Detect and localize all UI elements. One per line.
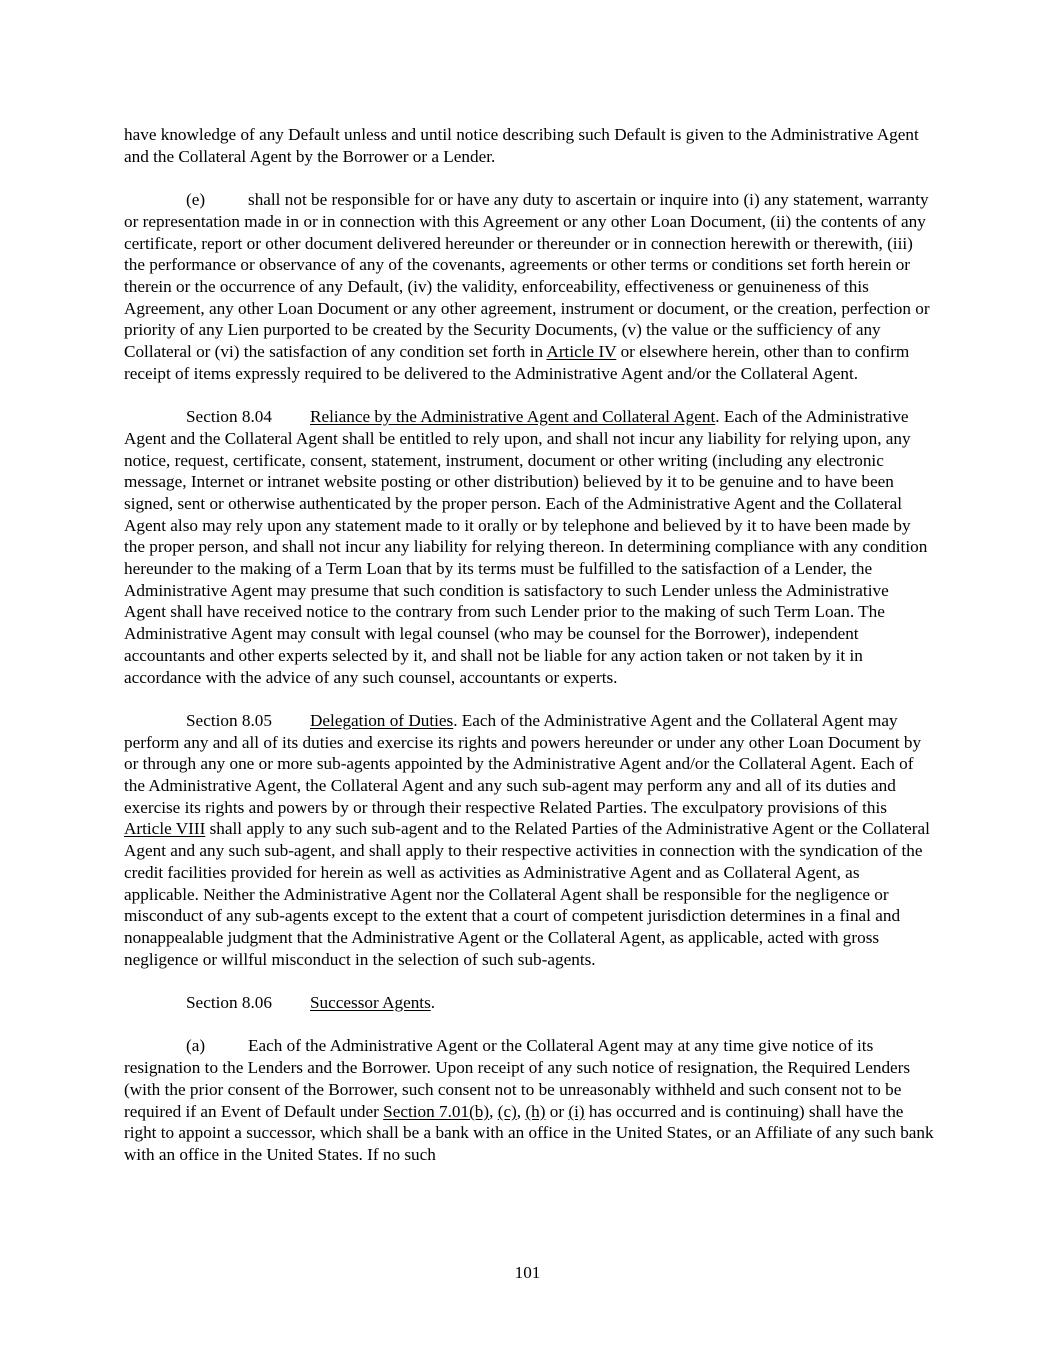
clause-i-reference: (i)	[568, 1101, 585, 1121]
paragraph-text: . Each of the Administrative Agent and the Collateral Agent may perform any and all of its duties and exercise its rights and powers hereunder or under any other Loan Document by or through any one or more sub-agents appointed by the Administrative Agent and/or the Collateral Agent. Each of the Administrative Agent, the Collateral Agent and any such sub-agent may perform any and all of its duties and exercise its rights and powers by or through their respective Related Parties. The exculpatory provisions of this	[124, 710, 922, 817]
section-8-05	[124, 710, 934, 970]
clause-label: (a)	[186, 1036, 206, 1056]
separator: ,	[516, 1101, 526, 1121]
article-viii-reference: Article VIII	[124, 819, 206, 839]
paragraph-a	[124, 1035, 934, 1165]
paragraph-text: or elsewhere herein, other than to confirm receipt of items expressly required to be delivered to the Administrative Agent and/or the Collateral Agent.	[124, 342, 910, 383]
clause-c-reference: (c)	[497, 1101, 517, 1121]
section-number: Section 8.04	[186, 407, 272, 427]
paragraph-default-knowledge	[124, 124, 934, 167]
section-heading: Delegation of Duties	[310, 710, 454, 730]
separator: ,	[489, 1101, 498, 1121]
paragraph-text: shall apply to any such sub-agent and to the Related Parties of the Administrative Agent or the Collateral Agent and any such sub-agent, and shall apply to their respective activities in connection with the syndication of the credit facilities provided for herein as well as activities as Administrative Agent and as Collateral Agent, as applicable. Neither the Administrative Agent nor the Collateral Agent shall be responsible for the negligence or misconduct of any sub-agents except to the extent that a court of competent jurisdiction determines in a final and nonappealable judgment that the Administrative Agent or the Collateral Agent, as applicable, acted with gross negligence or willful misconduct in the selection of such sub-agents.	[124, 819, 930, 969]
paragraph-text: . Each of the Administrative Agent and the Collateral Agent shall be entitled to rely upon, and shall not incur any liability for relying upon, any notice, request, certificate, consent, statement, instrument, document or other writing (including any electronic message, Internet or intranet website posting or other distribution) believed by it to be genuine and to have been signed, sent or otherwise authenticated by the proper person. Each of the Administrative Agent and the Collateral Agent also may rely upon any statement made to it orally or by telephone and believed by it to have been made by the proper person, and shall not incur any liability for relying thereon. In determining compliance with any condition hereunder to the making of a Term Loan that by its terms must be fulfilled to the satisfaction of a Lender, the Administrative Agent may presume that such condition is satisfactory to such Lender unless the Administrative Agent shall have received notice to the contrary from such Lender prior to the making of such Term Loan. The Administrative Agent may consult with legal counsel (who may be counsel for the Borrower), independent accountants and other experts selected by it, and shall not be liable for any action taken or not taken by it in accordance with the advice of any such counsel, accountants or experts.	[124, 407, 928, 687]
paragraph-text: have knowledge of any Default unless and until notice describing such Default is given to the Administrative Agent and the Collateral Agent by the Borrower or a Lender.	[124, 125, 919, 166]
section-number: Section 8.05	[186, 710, 272, 730]
section-heading: Successor Agents	[310, 993, 431, 1013]
clause-h-reference: (h)	[525, 1101, 546, 1121]
article-iv-reference: Article IV	[546, 342, 617, 362]
heading-period: .	[430, 993, 436, 1013]
clause-label: (e)	[186, 190, 206, 210]
paragraph-text: Each of the Administrative Agent or the Collateral Agent may at any time give notice of its resignation to the Lenders and the Borrower. Upon receipt of any such notice of resignation, the Required Lenders (with the prior consent of the Borrower, such consent not to be unreasonably withheld and such consent not to be required if an Event of Default under	[124, 1036, 911, 1121]
section-heading: Reliance by the Administrative Agent and Collateral Agent	[310, 407, 716, 427]
paragraph-e	[124, 189, 934, 384]
document-page	[124, 124, 934, 1187]
section-number: Section 8.06	[186, 993, 272, 1013]
section-8-06	[124, 992, 934, 1014]
section-7-01b-reference: Section 7.01(b)	[383, 1101, 490, 1121]
paragraph-text: shall not be responsible for or have any duty to ascertain or inquire into (i) any statement, warranty or representation made in or in connection with this Agreement or any other Loan Document, (ii) the contents of any certificate, report or other document delivered hereunder or thereunder or in connection herewith or therewith, (iii) the performance or observance of any of the covenants, agreements or other terms or conditions set forth herein or therein or the occurrence of any Default, (iv) the validity, enforceability, effectiveness or genuineness of this Agreement, any other Loan Document or any other agreement, instrument or document, or the creation, perfection or priority of any Lien purported to be created by the Security Documents, (v) the value or the sufficiency of any Collateral or (vi) the satisfaction of any condition set forth in	[124, 190, 930, 362]
paragraph-text: has occurred and is continuing) shall have the right to appoint a successor, which shall be a bank with an office in the United States, or an Affiliate of any such bank with an office in the United States. If no such	[124, 1101, 934, 1164]
page-number: 101	[514, 1263, 541, 1282]
section-8-04	[124, 406, 934, 688]
separator: or	[545, 1101, 569, 1121]
